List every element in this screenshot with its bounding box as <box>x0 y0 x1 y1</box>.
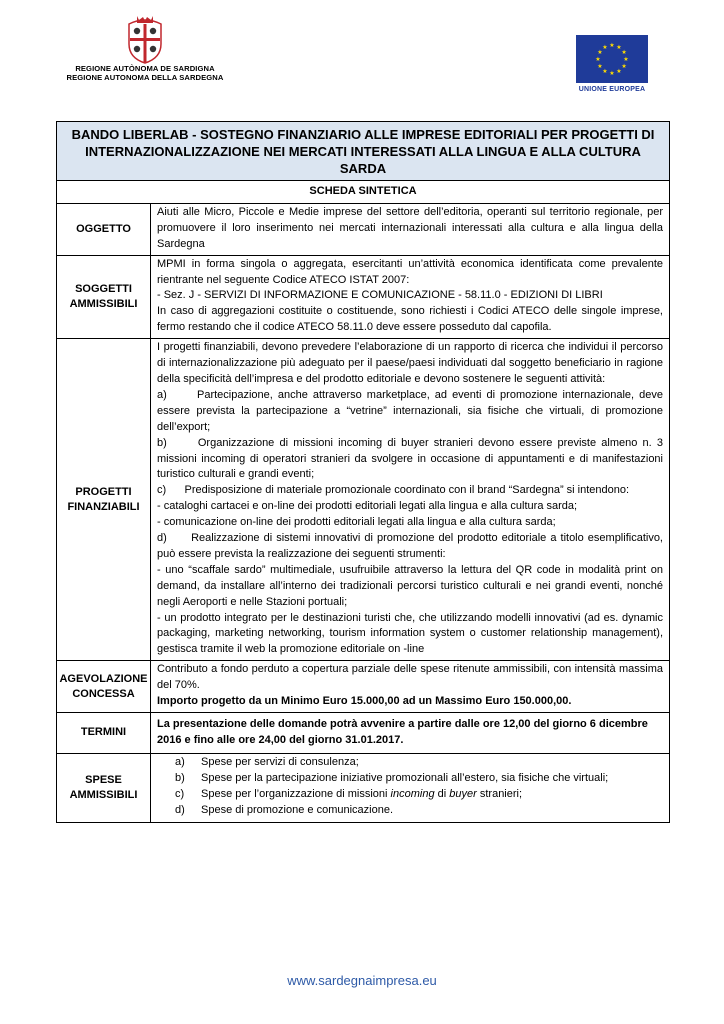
svg-text:★: ★ <box>616 43 622 51</box>
soggetti-paragraph: - Sez. J - SERVIZI DI INFORMAZIONE E COMUNICAZIONE - 58.11.0 - EDIZIONI DI LIBRI <box>157 289 603 302</box>
svg-text:★: ★ <box>621 63 627 70</box>
progetti-paragraph: - cataloghi cartacei e on-line dei prodotti editoriali legati alla lingua e alla cultura sarda; <box>157 500 578 513</box>
progetti-paragraph: - un prodotto integrato per le destinazioni turisti che, che utilizzando modelli innovativi (ad es. dynamic packaging, marketing networking, tourism information system o customer relationship management), gestisca tramite il web la promozione editoriale on -line <box>157 611 663 656</box>
spese-list <box>157 755 663 819</box>
label-soggetti-line2: AMMISSIBILI <box>69 297 138 310</box>
soggetti-paragraph: MPMI in forma singola o aggregata, esercitanti un’attività economica identificata come prevalente rientrante nel seguente Codice ATECO ISTAT 2007: <box>157 257 663 286</box>
list-item <box>175 803 663 819</box>
content-spese <box>151 753 670 823</box>
svg-text:★: ★ <box>595 56 601 63</box>
progetti-paragraph: a) Partecipazione, anche attraverso marketplace, ad eventi di promozione internazionale, deve essere prevista la partecipazione a “vetrine” internazionali, sia fisiche che virtuali, di promozione dell’export; <box>157 388 667 433</box>
content-progetti <box>151 339 670 661</box>
list-item-text-em: buyer <box>449 787 477 800</box>
sardinia-crest-icon <box>125 14 165 64</box>
agevolazione-amount: Importo progetto da un Minimo Euro 15.000,00 ad un Massimo Euro 150.000,00. <box>157 695 572 708</box>
label-spese <box>57 753 151 823</box>
content-oggetto: Aiuti alle Micro, Piccole e Medie imprese del settore dell’editoria, operanti sul territorio regionale, per promuovere il loro inserimento nei mercati internazionali interessati alla cultura e alla lingua della Sardegna <box>151 203 670 255</box>
label-progetti-line2: FINANZIABILI <box>67 500 140 513</box>
content-termini: La presentazione delle domande potrà avvenire a partire dalle ore 12,00 del giorno 6 dicembre 2016 e fino alle ore 24,00 del giorno 31.01.2017. <box>151 713 670 754</box>
list-item-text-pre: Spese per l’organizzazione di missioni <box>201 787 391 800</box>
svg-text:★: ★ <box>616 68 622 76</box>
list-item-text: Spese di promozione e comunicazione. <box>201 803 394 816</box>
list-item-text-em: incoming <box>390 787 435 800</box>
subtitle-row <box>57 181 670 204</box>
label-oggetto: OGGETTO <box>57 203 151 255</box>
agevolazione-paragraph: Contributo a fondo perduto a copertura parziale delle spese ritenute ammissibili, con intensità massima del 70%. <box>157 663 663 692</box>
list-item-text: Spese per servizi di consulenza; <box>201 755 359 768</box>
title-row <box>57 122 670 181</box>
list-marker: b) <box>175 771 185 784</box>
label-agevolazione <box>57 661 151 713</box>
list-marker: d) <box>175 803 185 816</box>
eu-logo <box>576 35 648 93</box>
row-progetti <box>57 339 670 661</box>
label-soggetti <box>57 255 151 339</box>
svg-text:★: ★ <box>602 68 608 76</box>
label-progetti-line1: PROGETTI <box>75 485 132 498</box>
svg-text:★: ★ <box>597 49 603 56</box>
document-subtitle: SCHEDA SINTETICA <box>57 181 670 204</box>
label-spese-line2: AMMISSIBILI <box>69 789 138 802</box>
label-agevolazione-line2: CONCESSA <box>72 687 135 700</box>
list-item-text-mid: di <box>434 787 450 800</box>
svg-text:★: ★ <box>602 43 608 51</box>
list-item <box>175 771 663 787</box>
label-soggetti-line1: SOGGETTI <box>75 282 132 295</box>
label-progetti <box>57 339 151 661</box>
svg-text:★: ★ <box>623 56 629 63</box>
svg-text:★: ★ <box>609 70 615 77</box>
summary-table <box>56 121 670 823</box>
eu-label: UNIONE EUROPEA <box>578 86 646 93</box>
soggetti-paragraph: In caso di aggregazioni costituite o costituende, sono richiesti i Codici ATECO delle singole imprese, fermo restando che il codice ATECO 58.11.0 deve essere posseduto dal capofila. <box>157 305 663 334</box>
list-item <box>175 787 663 803</box>
progetti-paragraph: d) Realizzazione di sistemi innovativi di promozione del prodotto editoriale a titolo esemplificativo, può essere prevista la realizzazione dei seguenti strumenti: <box>157 532 667 560</box>
svg-text:★: ★ <box>609 42 615 49</box>
content-agevolazione <box>151 661 670 713</box>
label-agevolazione-line1: AGEVOLAZIONE <box>59 672 148 685</box>
row-spese <box>57 753 670 823</box>
list-marker: c) <box>175 787 185 800</box>
label-spese-line1: SPESE <box>85 774 122 787</box>
row-termini <box>57 713 670 754</box>
region-name-sardinian: REGIONE AUTÒNOMA DE SARDIGNA <box>75 64 215 73</box>
region-logo <box>60 14 230 82</box>
label-termini: TERMINI <box>57 713 151 754</box>
eu-flag-icon <box>576 35 648 83</box>
svg-text:★: ★ <box>597 63 603 70</box>
row-oggetto <box>57 203 670 255</box>
footer-url[interactable]: www.sardegnaimpresa.eu <box>287 973 437 988</box>
progetti-paragraph: - uno “scaffale sardo” multimediale, usufruibile attraverso la lettura del QR code in modalità print on demand, da installare all’interno dei tradizionali percorsi turistico culturali e nei grandi eventi, nonché negli Aeroporti e nelle Stazioni portuali; <box>157 563 663 608</box>
list-item <box>175 755 663 771</box>
progetti-paragraph: I progetti finanziabili, devono prevedere l’elaborazione di un rapporto di ricerca che individui il percorso di internazionalizzazione più adeguato per il paese/paesi individuati dal soggetto beneficiario in ragione della specificità dell’impresa e del prodotto editoriale e devono sostenere le seguenti attività: <box>157 341 663 385</box>
row-agevolazione <box>57 661 670 713</box>
content-soggetti <box>151 255 670 339</box>
list-item-text-post: stranieri; <box>476 787 523 800</box>
row-soggetti <box>57 255 670 339</box>
progetti-paragraph: - comunicazione on-line dei prodotti editoriali legati alla lingua e alla cultura sarda; <box>157 516 556 529</box>
document-title: BANDO LIBERLAB - SOSTEGNO FINANZIARIO ALLE IMPRESE EDITORIALI PER PROGETTI DI INTERNAZIONALIZZAZIONE NEI MERCATI INTERESSATI ALLA LINGUA E ALLA CULTURA SARDA <box>57 122 670 181</box>
list-item-text: Spese per la partecipazione iniziative promozionali all’estero, sia fisiche che virtuali; <box>201 771 609 784</box>
svg-text:★: ★ <box>621 49 627 56</box>
progetti-paragraph: c) Predisposizione di materiale promozionale coordinato con il brand “Sardegna” si intendono: <box>157 484 630 497</box>
list-marker: a) <box>175 755 185 768</box>
progetti-paragraph: b) Organizzazione di missioni incoming di buyer stranieri devono essere previste almeno n. 3 missioni incoming di operatori stranieri da svolgere in occasione di appuntamenti e di manifestazioni turistico culturali e grandi eventi; <box>157 436 667 481</box>
region-name-italian: REGIONE AUTONOMA DELLA SARDEGNA <box>66 73 224 82</box>
